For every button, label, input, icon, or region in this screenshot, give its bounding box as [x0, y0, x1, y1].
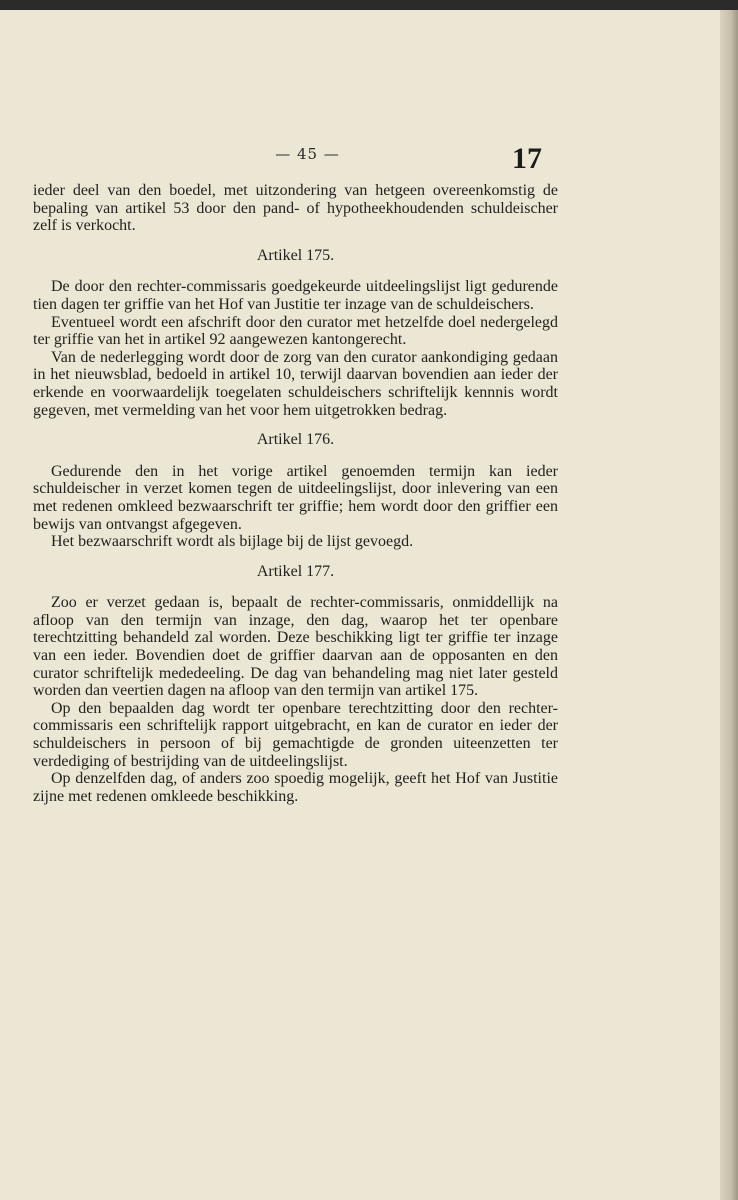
- article-heading: Artikel 176.: [256, 431, 335, 449]
- paragraph: Het bezwaarschrift wordt als bijlage bij de lijst gevoegd.: [51, 533, 414, 551]
- paragraph: Op denzelfden dag, of anders zoo spoedig mogelijk, geeft het Hof van Justitie zijne met redenen omkleede beschikking.: [33, 770, 558, 805]
- paragraph: De door den rechter-commissaris goedgekeurde uitdeelingslijst ligt gedurende tien dagen ter griffie van het Hof van Justitie ter inzage van de schuldeischers.: [33, 278, 558, 313]
- paragraph: ieder deel van den boedel, met uitzondering van hetgeen overeenkomstig de bepaling van artikel 53 door den pand- of hypotheekhoudenden schuldeischer zelf is verkocht.: [33, 182, 558, 235]
- paragraph: Op den bepaalden dag wordt ter openbare terechtzitting door den rechter-commissaris een schriftelijk rapport uitgebracht, en kan de curator en ieder der schuldeischers in persoon of bij gemachtigde de gronden uiteenzetten ter verdediging of bestrijding van de uitdeelingslijst.: [33, 699, 558, 770]
- body-text: [33, 182, 558, 805]
- page-edge: [720, 10, 738, 1200]
- paragraph: Eventueel wordt een afschrift door den curator met hetzelfde doel nedergelegd ter griffie van het in artikel 92 aangewezen kantongerecht.: [33, 313, 558, 349]
- article-heading: Artikel 177.: [256, 562, 335, 580]
- paragraph: Van de nederlegging wordt door de zorg van den curator aankondiging gedaan in het nieuwsblad, bedoeld in artikel 10, terwijl daarvan bovendien aan ieder der erkende en voorwaardelijk toegelaten schuldeischers schriftelijk kennnis wordt gegeven, met vermelding van het voor hem uitgetrokken bedrag.: [33, 348, 558, 419]
- paragraph: Zoo er verzet gedaan is, bepaalt de rechter-commissaris, onmiddellijk na afloop van den termijn van inzage, den dag, waarop het ter openbare terechtzitting behandeld zal worden. Deze beschikking ligt ter griffie ter inzage van een ieder. Bovendien doet de griffier daarvan aan de opposanten en den curator schriftelijk mededeeling. De dag van behandeling mag niet later gesteld worden dan veertien dagen na afloop van den termijn van artikel 175.: [33, 594, 558, 700]
- article-heading: Artikel 175.: [256, 246, 335, 264]
- page-number: — 45 —: [275, 145, 340, 163]
- signature-mark: 17: [512, 142, 542, 175]
- paragraph: Gedurende den in het vorige artikel genoemden termijn kan ieder schuldeischer in verzet komen tegen de uitdeelingslijst, door inlevering van een met redenen omkleed bezwaarschrift ter griffie; hem wordt door den griffier een bewijs van ontvangst afgegeven.: [33, 462, 558, 533]
